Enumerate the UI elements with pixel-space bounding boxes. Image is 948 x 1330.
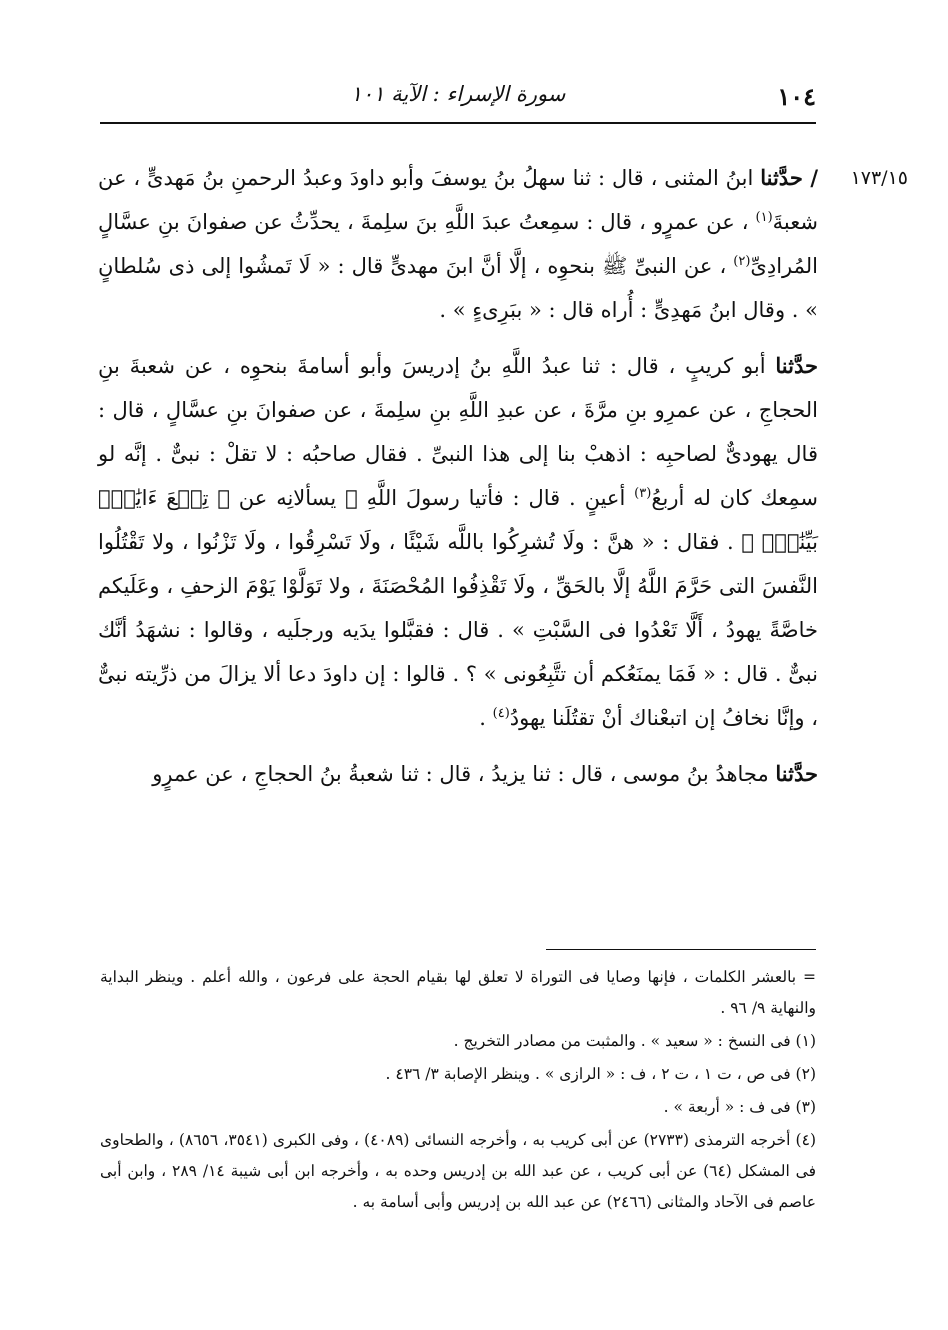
text-run: ، عن عمرٍو ، قال : سمِعتُ عبدَ اللَّهِ بنَ سلِمةَ ، يحدِّثُ عن صفوانَ بنِ عسَّالٍ المُرادِىِّ <box>98 210 818 278</box>
paragraph-lead: حدَّثنا <box>775 761 818 786</box>
footnote-separator <box>546 949 816 950</box>
footnote-3: (٣) فى ف : « أربعة » . <box>663 1098 816 1116</box>
margin-reference: ١٧٣/١٥ <box>850 167 908 189</box>
paragraph-2 <box>98 344 818 740</box>
paragraph-1 <box>98 156 818 332</box>
page-header <box>100 78 816 118</box>
paragraph-lead: حدَّثنا <box>775 353 818 378</box>
footnote-marker: (٢) <box>733 254 751 269</box>
text-run: أعينٍ . قال : فأتيا رسولَ اللَّهِ ﷺ يسألانِه عن ﴿ تِسۡعَ ءَايَٰتِۭ بَيِّنَٰتٖۖ ﴾ . فقال : « هنَّ : ولَا تُشرِكُوا باللَّه شَيْئًا ، ولَا تَسْرِقُوا ، ولَا تَزْنُوا ، ولا تَقْتُلُوا النَّفسَ التى حَرَّمَ اللَّهُ إلَّا بالحَقِّ ، ولَا تَقْذِفُوا المُحْصَنَةَ ، ولا تَوَلَّوْا يَوْمَ الزحفِ ، وعَلَيكم خاصَّةً يهودُ ، أَلَّا تَعْدُوا فى السَّبْتِ » . قال : فقبَّلوا يدَيه ورجلَيه ، وقالوا : نشهَدُ أنَّك نبىٌّ . قال : « فَمَا يمنَعُكم أن تتَّبِعُونى » ؟ . قالوا : إن داودَ دعا ألا يزالَ من ذرِّيته نبىٌّ ، وإنَّا نخافُ إن اتبعْناك أنْ تقتُلَنا يهودُ <box>98 486 818 730</box>
footnote-4: (٤) أخرجه الترمذى (٢٧٣٣) عن أبى كريب به ، وأخرجه النسائى (٤٠٨٩) ، وفى الكبرى (٣٥٤١، ٨٦٥٦) ، والطحاوى فى المشكل (٦٤) عن أبى كريب ، عن عبد الله بن إدريس وحده به ، وأخرجه ابن أبى شيبة ١٤/ ٢٨٩ ، وابن أبى عاصم فى الآحاد والمثانى (٢٤٦٦) عن عبد الله بن إدريس وأبى أسامة به . <box>100 1131 816 1211</box>
footnote-continuation: = بالعشر الكلمات ، فإنها وصايا فى التوراة لا تعلق لها بقيام الحجة على فرعون ، والله أعلم . وينظر البداية والنهاية ٩/ ٩٦ . <box>100 968 816 1017</box>
footnote-marker: (٣) <box>634 486 652 501</box>
footnote-1: (١) فى النسخ : « سعيد » . والمثبت من مصادر التخريج . <box>453 1032 816 1050</box>
text-run: . <box>479 706 493 730</box>
footnotes <box>100 962 816 1220</box>
text-run: مجاهدُ بنُ موسى ، قال : ثنا يزيدُ ، قال : ثنا شعبةُ بنُ الحجاجِ ، عن عمرٍو <box>152 762 776 786</box>
paragraph-3 <box>98 752 818 796</box>
page-number: ١٠٤ <box>777 82 816 111</box>
text-run: ابنُ المثنى ، قال : ثنا سهلُ بنُ يوسفَ وأبو داودَ وعبدُ الرحمنِ بنُ مَهدىٍّ ، عن شعبةَ <box>98 166 818 234</box>
running-title: سورة الإسراء : الآية ١٠١ <box>350 82 566 106</box>
text-run: أبو كريبٍ ، قال : ثنا عبدُ اللَّهِ بنُ إدريسَ وأبو أسامةَ بنحوِه ، عن شعبةَ بنِ الحجاجِ ، عن عمرِو بنِ مرَّةَ ، عن عبدِ اللَّهِ بنِ سلِمةَ ، عن صفوانَ بنِ عسَّالٍ ، قال : قال يهودىٌّ لصاحبِه : اذهبْ بنا إلى هذا النبىِّ . فقال صاحبُه : لا تقلْ : نبىٌّ . إنَّه لو سمِعك كان له أربعُ <box>98 354 818 510</box>
paragraph-lead: / حدَّثنا <box>760 165 818 190</box>
footnote-2: (٢) فى ص ، ت ١ ، ت ٢ ، ف : « الرازى » . وينظر الإصابة ٣/ ٤٣٦ . <box>385 1065 816 1083</box>
main-text <box>98 156 818 808</box>
footnote-marker: (٤) <box>492 706 510 721</box>
footnote-marker: (١) <box>755 210 773 225</box>
text-run: ، عن النبىِّ ﷺ بنحوِه ، إلَّا أنَّ ابنَ مهدىٍّ قال : « لَا تَمشُوا إلى ذى سُلطانٍ » . وقال ابنُ مَهدِىٍّ : أُراه قال : « ببَرِىءٍ » . <box>98 254 818 322</box>
header-rule <box>100 122 816 124</box>
